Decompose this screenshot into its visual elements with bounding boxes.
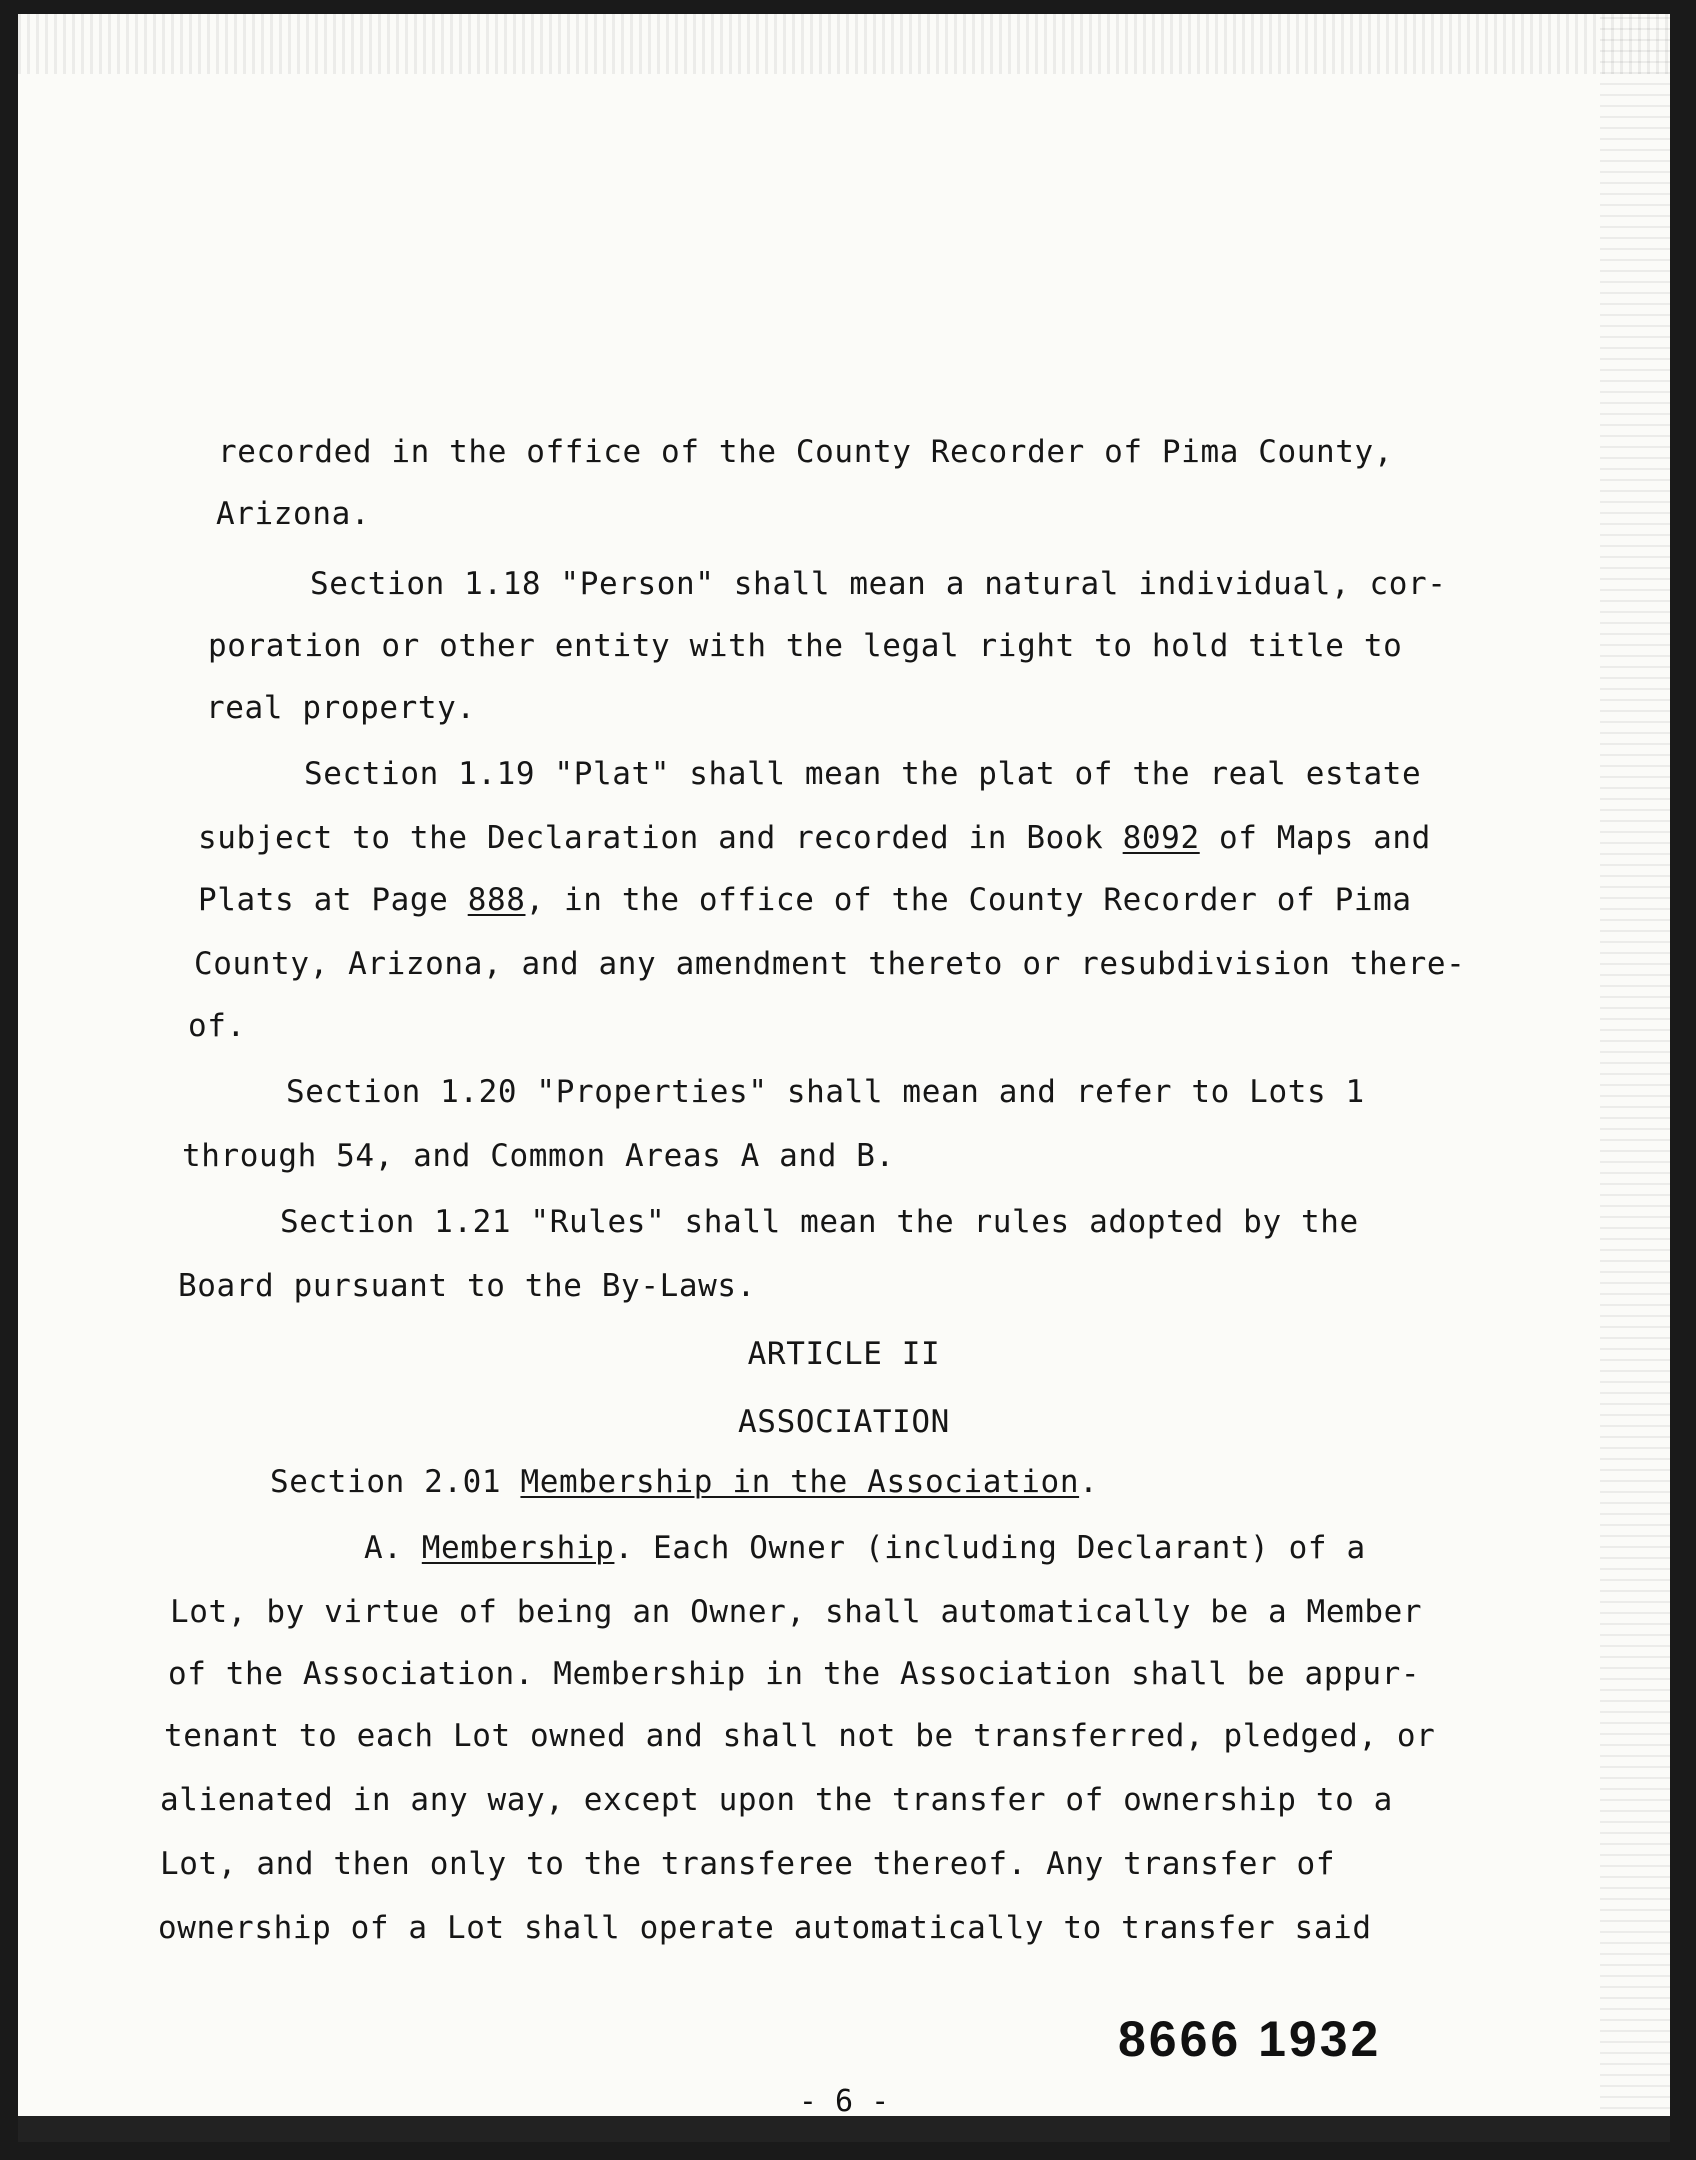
body-line: Plats at Page 888, in the office of the County Recorder of Pima (198, 882, 1412, 918)
body-line: of the Association. Membership in the Association shall be appur- (168, 1656, 1421, 1692)
document-page (18, 14, 1670, 2142)
section-1-20: Section 1.20 "Properties" shall mean and refer to Lots 1 (286, 1074, 1365, 1110)
body-line: Lot, by virtue of being an Owner, shall automatically be a Member (170, 1594, 1423, 1630)
section-2-01-heading: Section 2.01 Membership in the Association. (270, 1464, 1099, 1500)
body-line: Board pursuant to the By-Laws. (178, 1268, 756, 1304)
scan-noise-top (18, 14, 1670, 74)
recording-stamp: 8666 1932 (1118, 2011, 1382, 2067)
body-line: Arizona. (216, 496, 371, 532)
body-line: subject to the Declaration and recorded in Book 8092 of Maps and (198, 820, 1431, 856)
body-line: through 54, and Common Areas A and B. (182, 1138, 895, 1174)
body-line: alienated in any way, except upon the transfer of ownership to a (160, 1782, 1393, 1818)
section-1-19: Section 1.19 "Plat" shall mean the plat of the real estate (304, 756, 1422, 792)
body-line: tenant to each Lot owned and shall not be transferred, pledged, or (164, 1718, 1436, 1754)
section-1-21: Section 1.21 "Rules" shall mean the rules adopted by the (280, 1204, 1359, 1240)
body-line: County, Arizona, and any amendment thereto or resubdivision there- (194, 946, 1466, 982)
body-line: real property. (206, 690, 476, 726)
article-title: ASSOCIATION (738, 1404, 950, 1440)
section-1-18: Section 1.18 "Person" shall mean a natural individual, cor- (310, 566, 1447, 602)
scan-edge-bottom (18, 2116, 1670, 2142)
book-number: 8092 (1122, 820, 1200, 856)
section-2-01-title: Membership in the Association (520, 1464, 1080, 1500)
article-heading: ARTICLE II (747, 1336, 941, 1372)
page-reference: 888 (467, 882, 526, 918)
body-line: ownership of a Lot shall operate automatically to transfer said (158, 1910, 1372, 1946)
paragraph-a: A. Membership. Each Owner (including Declarant) of a (364, 1530, 1366, 1566)
body-line: recorded in the office of the County Recorder of Pima County, (218, 434, 1394, 470)
body-line: of. (188, 1008, 246, 1044)
membership-term: Membership (421, 1530, 615, 1566)
body-line: poration or other entity with the legal right to hold title to (208, 628, 1403, 664)
scan-noise-right (1600, 14, 1670, 2142)
page-number: - 6 - (798, 2084, 890, 2119)
body-line: Lot, and then only to the transferee thereof. Any transfer of (160, 1846, 1336, 1882)
